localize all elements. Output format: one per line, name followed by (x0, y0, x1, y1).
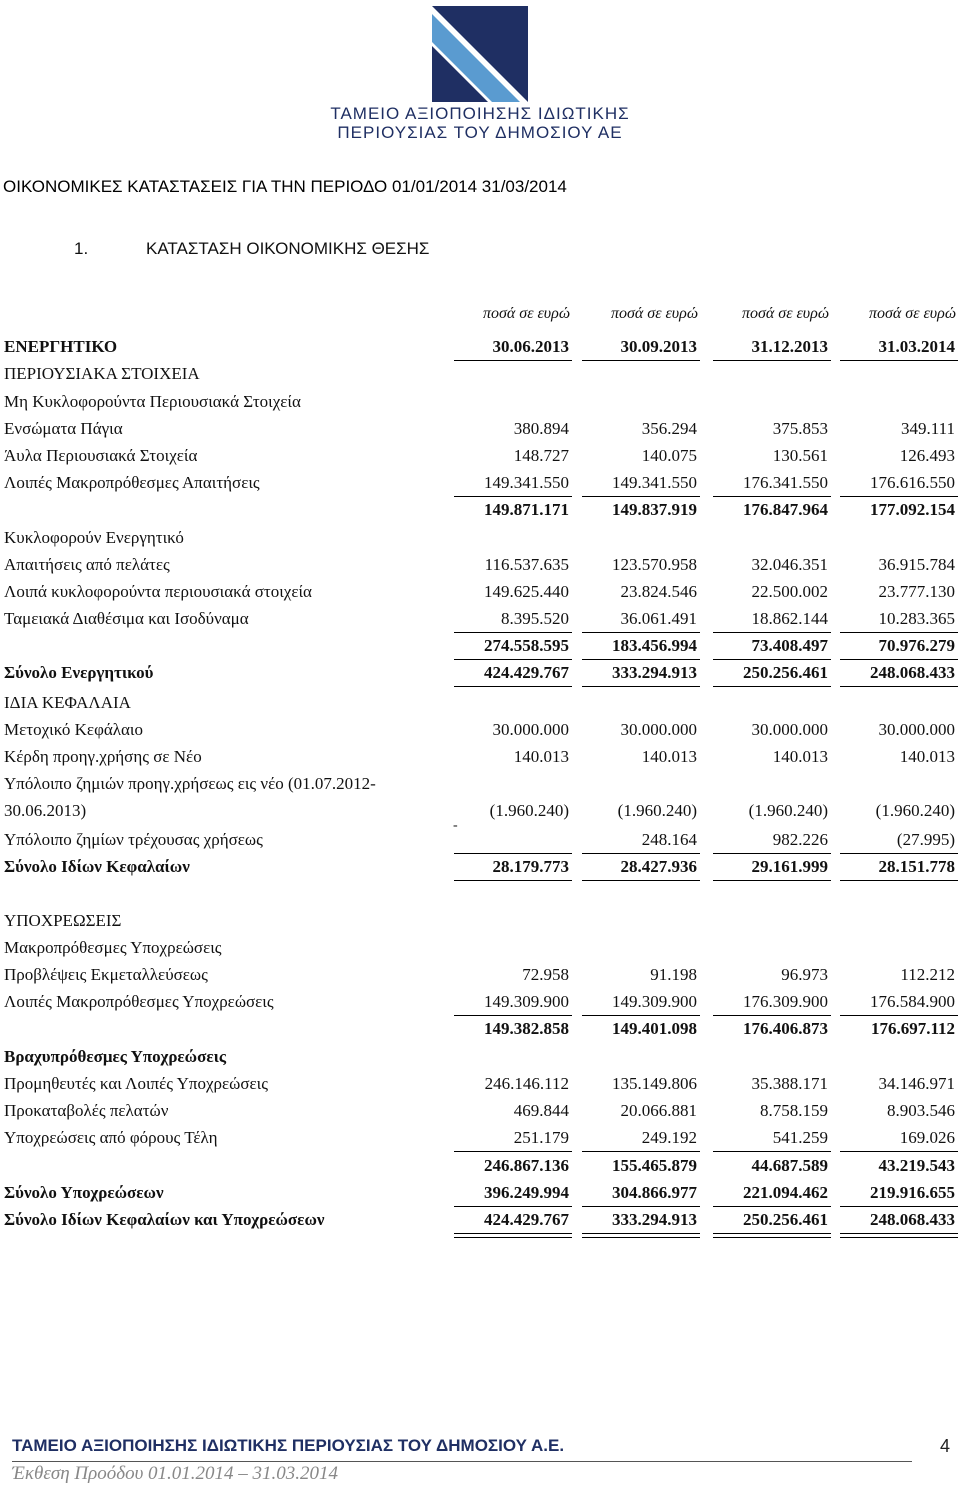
row-value: 18.862.144 (751, 609, 828, 628)
row-value: 221.094.462 (743, 1183, 828, 1202)
row-value: 333.294.913 (612, 1210, 697, 1229)
table-row (0, 692, 960, 716)
row-label: Κέρδη προηγ.χρήσης σε Νέο (4, 747, 202, 766)
total-underline (582, 853, 700, 854)
total-underline (840, 1151, 958, 1152)
row-value: 349.111 (901, 419, 955, 438)
row-value: 8.758.159 (760, 1101, 828, 1120)
total-underline (582, 632, 700, 633)
row-value: 176.697.112 (870, 1019, 955, 1038)
footer-title: ΤΑΜΕΙΟ ΑΞΙΟΠΟΙΗΣΗΣ ΙΔΙΩΤΙΚΗΣ ΠΕΡΙΟΥΣΙΑΣ ΤΟΥ ΔΗΜΟΣΙΟΥ Α.Ε. (12, 1436, 565, 1455)
row-value: 176.847.964 (743, 500, 828, 519)
row-value: 28.151.778 (878, 857, 955, 876)
row-value: 149.341.550 (612, 473, 697, 492)
total-underline (840, 686, 958, 687)
row-value: 23.824.546 (620, 582, 697, 601)
row-value: (1.960.240) (748, 801, 828, 820)
row-value: 22.500.002 (751, 582, 828, 601)
total-underline (713, 1015, 831, 1016)
row-value: 140.013 (513, 747, 569, 766)
row-value: 28.427.936 (620, 857, 697, 876)
row-value: 148.727 (513, 446, 569, 465)
table-row (0, 746, 960, 770)
row-value: (27.995) (896, 830, 955, 849)
row-value: 149.401.098 (612, 1019, 697, 1038)
row-value: (1.960.240) (875, 801, 955, 820)
column-header-currency: ποσά σε ευρώ (742, 305, 829, 322)
row-value: 112.212 (900, 965, 955, 984)
row-value: 31.03.2014 (878, 337, 955, 356)
row-value: 375.853 (772, 419, 828, 438)
row-value: 30.000.000 (620, 720, 697, 739)
row-value: 116.537.635 (484, 555, 569, 574)
section-name: ΚΑΤΑΣΤΑΣΗ ΟΙΚΟΝΟΜΙΚΗΣ ΘΕΣΗΣ (146, 239, 430, 258)
row-value: 219.916.655 (870, 1183, 955, 1202)
row-value: 250.256.461 (743, 1210, 828, 1229)
total-underline (840, 659, 958, 660)
total-underline (454, 853, 572, 854)
row-label: Υπόλοιπο ζημιών προηγ.χρήσεως εις νέο (01.07.2012- (4, 774, 376, 793)
row-value: 169.026 (899, 1128, 955, 1147)
total-underline (454, 496, 572, 497)
row-value: 140.013 (899, 747, 955, 766)
dash-mark: - (453, 818, 458, 833)
row-value: 183.456.994 (612, 636, 697, 655)
row-value: 469.844 (513, 1101, 569, 1120)
total-underline (582, 360, 700, 361)
table-row (0, 363, 960, 387)
row-value: 123.570.958 (612, 555, 697, 574)
row-label: Υπόλοιπο ζημίων τρέχουσας χρήσεως (4, 830, 263, 849)
row-value: 32.046.351 (751, 555, 828, 574)
table-row (0, 445, 960, 469)
row-label: Άυλα Περιουσιακά Στοιχεία (4, 446, 198, 465)
row-value: 176.584.900 (870, 992, 955, 1011)
row-value: 424.429.767 (484, 663, 569, 682)
column-header-currency: ποσά σε ευρώ (611, 305, 698, 322)
table-row (0, 499, 960, 523)
total-underline (582, 659, 700, 660)
row-value: 248.068.433 (870, 663, 955, 682)
table-row (0, 527, 960, 551)
table-row (0, 719, 960, 743)
total-underline (582, 880, 700, 881)
total-underline (454, 1206, 572, 1207)
total-underline (713, 1233, 831, 1238)
total-underline (454, 1151, 572, 1152)
row-value: 177.092.154 (870, 500, 955, 519)
row-value: 36.915.784 (878, 555, 955, 574)
row-value: 380.894 (513, 419, 569, 438)
row-value: 149.341.550 (484, 473, 569, 492)
table-row (0, 1127, 960, 1151)
total-underline (713, 632, 831, 633)
row-value: 176.616.550 (870, 473, 955, 492)
row-value: 8.395.520 (501, 609, 569, 628)
row-value: 248.068.433 (870, 1210, 955, 1229)
table-row (0, 1046, 960, 1070)
row-value: 30.000.000 (878, 720, 955, 739)
row-value: 149.309.900 (612, 992, 697, 1011)
total-underline (454, 632, 572, 633)
row-value: 356.294 (641, 419, 697, 438)
row-value: 10.283.365 (878, 609, 955, 628)
table-row (0, 418, 960, 442)
row-label: Λοιπές Μακροπρόθεσμες Απαιτήσεις (4, 473, 260, 492)
row-value: 70.976.279 (878, 636, 955, 655)
row-label: Λοιπά κυκλοφορούντα περιουσιακά στοιχεία (4, 582, 312, 601)
table-row (0, 856, 960, 880)
table-row (0, 554, 960, 578)
row-value: 246.867.136 (484, 1156, 569, 1175)
row-value: 140.013 (641, 747, 697, 766)
row-value: 8.903.546 (887, 1101, 955, 1120)
total-underline (454, 880, 572, 881)
total-underline (713, 360, 831, 361)
row-label: Απαιτήσεις από πελάτες (4, 555, 170, 574)
row-value: 135.149.806 (612, 1074, 697, 1093)
row-label: 30.06.2013) (4, 801, 87, 820)
total-underline (713, 1151, 831, 1152)
total-underline (840, 1233, 958, 1238)
row-label: Υποχρεώσεις από φόρους Τέλη (4, 1128, 218, 1147)
total-underline (840, 632, 958, 633)
total-underline (713, 659, 831, 660)
row-label: Λοιπές Μακροπρόθεσμες Υποχρεώσεις (4, 992, 274, 1011)
row-value: 140.075 (641, 446, 697, 465)
total-underline (840, 360, 958, 361)
total-underline (582, 1233, 700, 1238)
row-value: 304.866.977 (612, 1183, 697, 1202)
row-label: Ταμειακά Διαθέσιμα και Ισοδύναμα (4, 609, 249, 628)
row-value: 35.388.171 (751, 1074, 828, 1093)
row-value: 91.198 (650, 965, 697, 984)
table-row (0, 991, 960, 1015)
row-label: ΕΝΕΡΓΗΤΙΚΟ (4, 337, 118, 356)
row-value: 149.871.171 (484, 500, 569, 519)
table-row (0, 910, 960, 934)
table-row (0, 662, 960, 686)
table-row (0, 1209, 960, 1233)
table-row (0, 581, 960, 605)
table-row (0, 391, 960, 415)
total-underline (713, 686, 831, 687)
row-value: 176.406.873 (743, 1019, 828, 1038)
total-underline (454, 659, 572, 660)
row-value: 30.06.2013 (492, 337, 569, 356)
row-value: 250.256.461 (743, 663, 828, 682)
total-underline (582, 686, 700, 687)
row-value: 249.192 (641, 1128, 697, 1147)
row-label: Σύνολο Ιδίων Κεφαλαίων (4, 857, 190, 876)
row-value: 149.625.440 (484, 582, 569, 601)
total-underline (582, 1015, 700, 1016)
table-row (0, 964, 960, 988)
row-value: 248.164 (641, 830, 697, 849)
row-value: 23.777.130 (878, 582, 955, 601)
company-logo (330, 6, 630, 140)
table-row (0, 800, 960, 824)
total-underline (713, 880, 831, 881)
total-underline (454, 686, 572, 687)
table-row (0, 472, 960, 496)
row-value: 176.341.550 (743, 473, 828, 492)
section-number: 1. (74, 239, 89, 258)
row-value: 30.09.2013 (620, 337, 697, 356)
table-row (0, 608, 960, 632)
row-label: Προβλέψεις Εκμεταλλεύσεως (4, 965, 208, 984)
table-row (0, 1182, 960, 1206)
row-value: 149.382.858 (484, 1019, 569, 1038)
row-label: Βραχυπρόθεσμες Υποχρεώσεις (4, 1047, 227, 1066)
total-underline (840, 1015, 958, 1016)
row-value: 43.219.543 (878, 1156, 955, 1175)
row-label: Κυκλοφορούν Ενεργητικό (4, 528, 184, 547)
row-label: Προκαταβολές πελατών (4, 1101, 169, 1120)
row-value: 130.561 (772, 446, 828, 465)
row-label: ΙΔΙΑ ΚΕΦΑΛΑΙΑ (4, 693, 131, 712)
total-underline (454, 1233, 572, 1238)
logo-mark-icon (432, 6, 528, 102)
total-underline (840, 496, 958, 497)
table-row (0, 635, 960, 659)
table-row (0, 1073, 960, 1097)
row-label: Σύνολο Υποχρεώσεων (4, 1183, 164, 1202)
row-value: 140.013 (772, 747, 828, 766)
section-heading (74, 239, 429, 259)
row-value: (1.960.240) (489, 801, 569, 820)
total-underline (840, 1206, 958, 1207)
row-value: 36.061.491 (620, 609, 697, 628)
row-value: 251.179 (513, 1128, 569, 1147)
row-value: 246.146.112 (484, 1074, 569, 1093)
logo-text-line1: ΤΑΜΕΙΟ ΑΞΙΟΠΟΙΗΣΗΣ ΙΔΙΩΤΙΚΗΣ (330, 104, 630, 123)
row-value: 396.249.994 (484, 1183, 569, 1202)
page-number: 4 (940, 1436, 951, 1456)
row-value: 424.429.767 (484, 1210, 569, 1229)
table-row (0, 773, 960, 797)
table-row (0, 1100, 960, 1124)
total-underline (713, 1206, 831, 1207)
row-label: Μη Κυκλοφορούντα Περιουσιακά Στοιχεία (4, 392, 301, 411)
row-value: 149.837.919 (612, 500, 697, 519)
row-value: 126.493 (899, 446, 955, 465)
row-label: Μακροπρόθεσμες Υποχρεώσεις (4, 938, 222, 957)
row-label: Σύνολο Ιδίων Κεφαλαίων και Υποχρεώσεων (4, 1210, 325, 1229)
row-value: 34.146.971 (878, 1074, 955, 1093)
row-value: 96.973 (781, 965, 828, 984)
row-value: 274.558.595 (484, 636, 569, 655)
total-underline (840, 880, 958, 881)
row-value: (1.960.240) (617, 801, 697, 820)
row-value: 982.226 (772, 830, 828, 849)
row-value: 31.12.2013 (751, 337, 828, 356)
row-label: Ενσώματα Πάγια (4, 419, 123, 438)
table-row (0, 1155, 960, 1179)
total-underline (582, 496, 700, 497)
total-underline (582, 1206, 700, 1207)
table-row (0, 937, 960, 961)
row-label: ΥΠΟΧΡΕΩΣΕΙΣ (4, 911, 122, 930)
row-value: 30.000.000 (751, 720, 828, 739)
row-value: 155.465.879 (612, 1156, 697, 1175)
column-header-currency: ποσά σε ευρώ (483, 305, 570, 322)
row-value: 29.161.999 (751, 857, 828, 876)
total-underline (713, 496, 831, 497)
row-label: Σύνολο Ενεργητικού (4, 663, 154, 682)
total-underline (713, 853, 831, 854)
row-value: 72.958 (522, 965, 569, 984)
document-title: ΟΙΚΟΝΟΜΙΚΕΣ ΚΑΤΑΣΤΑΣΕΙΣ ΓΙΑ ΤΗΝ ΠΕΡΙΟΔΟ 01/01/2014 31/03/2014 (3, 177, 567, 196)
table-row (0, 1018, 960, 1042)
row-value: 333.294.913 (612, 663, 697, 682)
row-label: Μετοχικό Κεφάλαιο (4, 720, 144, 739)
row-value: 30.000.000 (492, 720, 569, 739)
column-header-currency: ποσά σε ευρώ (869, 305, 956, 322)
total-underline (840, 853, 958, 854)
row-value: 176.309.900 (743, 992, 828, 1011)
row-value: 149.309.900 (484, 992, 569, 1011)
logo-text-line2: ΠΕΡΙΟΥΣΙΑΣ ΤΟΥ ΔΗΜΟΣΙΟΥ ΑΕ (337, 123, 623, 142)
row-value: 44.687.589 (751, 1156, 828, 1175)
row-value: 73.408.497 (751, 636, 828, 655)
table-row (0, 829, 960, 853)
footer-subtitle: Έκθεση Προόδου 01.01.2014 – 31.03.2014 (12, 1463, 339, 1484)
row-label: Προμηθευτές και Λοιπές Υποχρεώσεις (4, 1074, 268, 1093)
total-underline (454, 1015, 572, 1016)
row-label: ΠΕΡΙΟΥΣΙΑΚΑ ΣΤΟΙΧΕΙΑ (4, 364, 200, 383)
footer-divider (12, 1461, 912, 1462)
table-row (0, 336, 960, 360)
row-value: 541.259 (772, 1128, 828, 1147)
total-underline (582, 1151, 700, 1152)
row-value: 20.066.881 (620, 1101, 697, 1120)
row-value: 28.179.773 (492, 857, 569, 876)
total-underline (454, 360, 572, 361)
